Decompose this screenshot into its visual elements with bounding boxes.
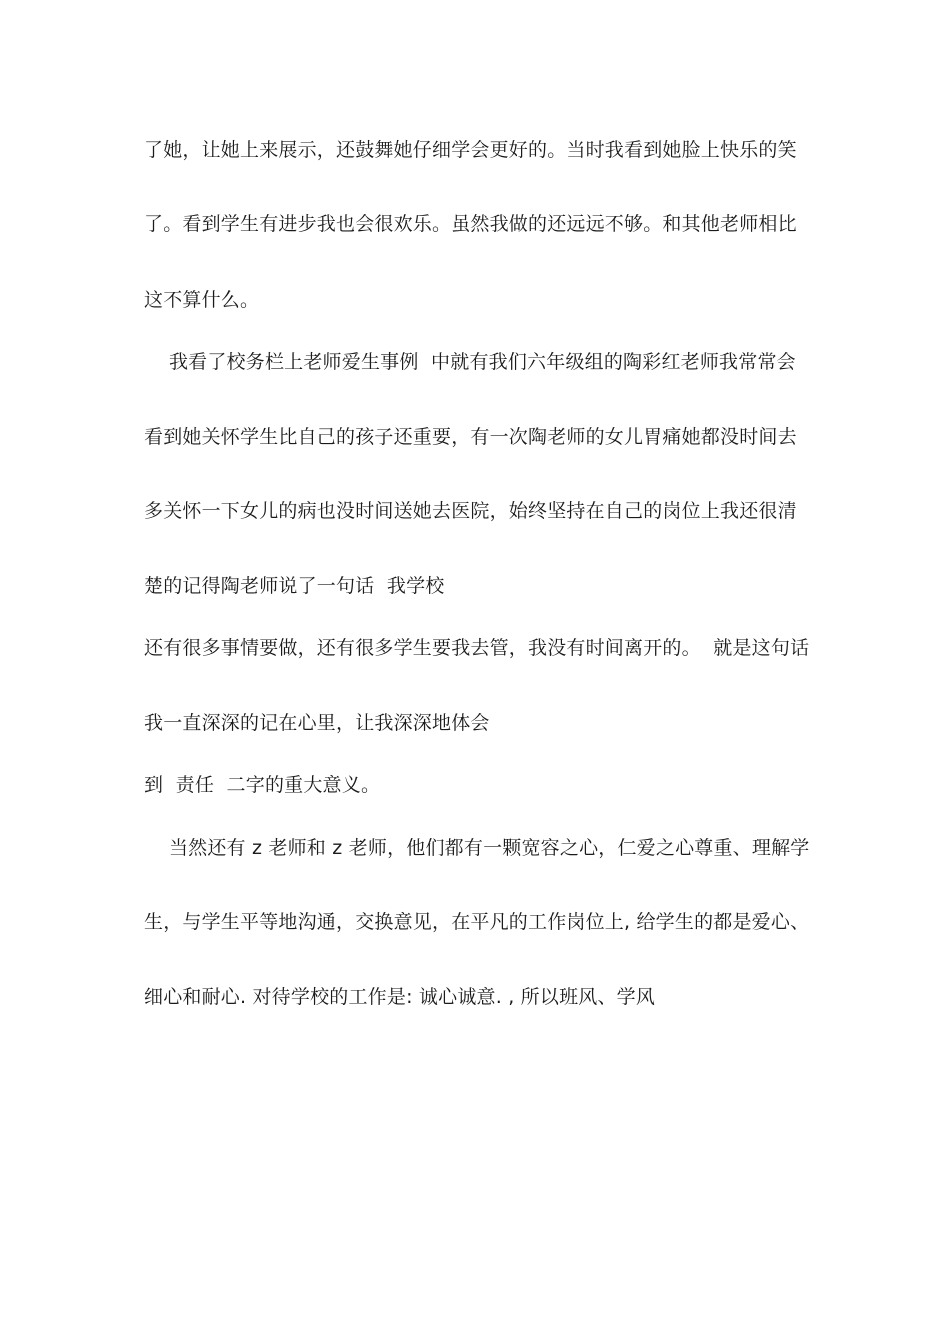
text-line: 楚的记得陶老师说了一句话 我学校 [144,575,445,597]
paragraph-start-line: 我看了校务栏上老师爱生事例 中就有我们六年级组的陶彩红老师我常常会 [144,351,796,373]
text-line: 看到她关怀学生比自己的孩子还重要，有一次陶老师的女儿胃痛她都没时间去 [144,426,797,448]
text-line: 这不算什么。 [144,289,260,311]
text-line: 了。看到学生有进步我也会很欢乐。虽然我做的还远远不够。和其他老师相比 [144,213,797,235]
text-line: 了她，让她上来展示，还鼓舞她仔细学会更好的。当时我看到她脸上快乐的笑 [144,139,797,161]
text-line: 生，与学生平等地沟通，交换意见，在平凡的工作岗位上, 给学生的都是爱心、 [144,911,810,933]
text-line: 到 责任 二字的重大意义。 [144,774,381,796]
text-line: 细心和耐心. 对待学校的工作是: 诚心诚意. , 所以班风、学风 [144,986,656,1008]
paragraph-start-line: 当然还有 z 老师和 z 老师，他们都有一颗宽容之心，仁爱之心尊重、理解学 [144,837,810,859]
text-line: 多关怀一下女儿的病也没时间送她去医院，始终坚持在自己的岗位上我还很清 [144,500,797,522]
text-line: 还有很多事情要做，还有很多学生要我去管，我没有时间离开的。 就是这句话 [144,637,810,659]
text-line: 我一直深深的记在心里，让我深深地体会 [144,712,490,734]
